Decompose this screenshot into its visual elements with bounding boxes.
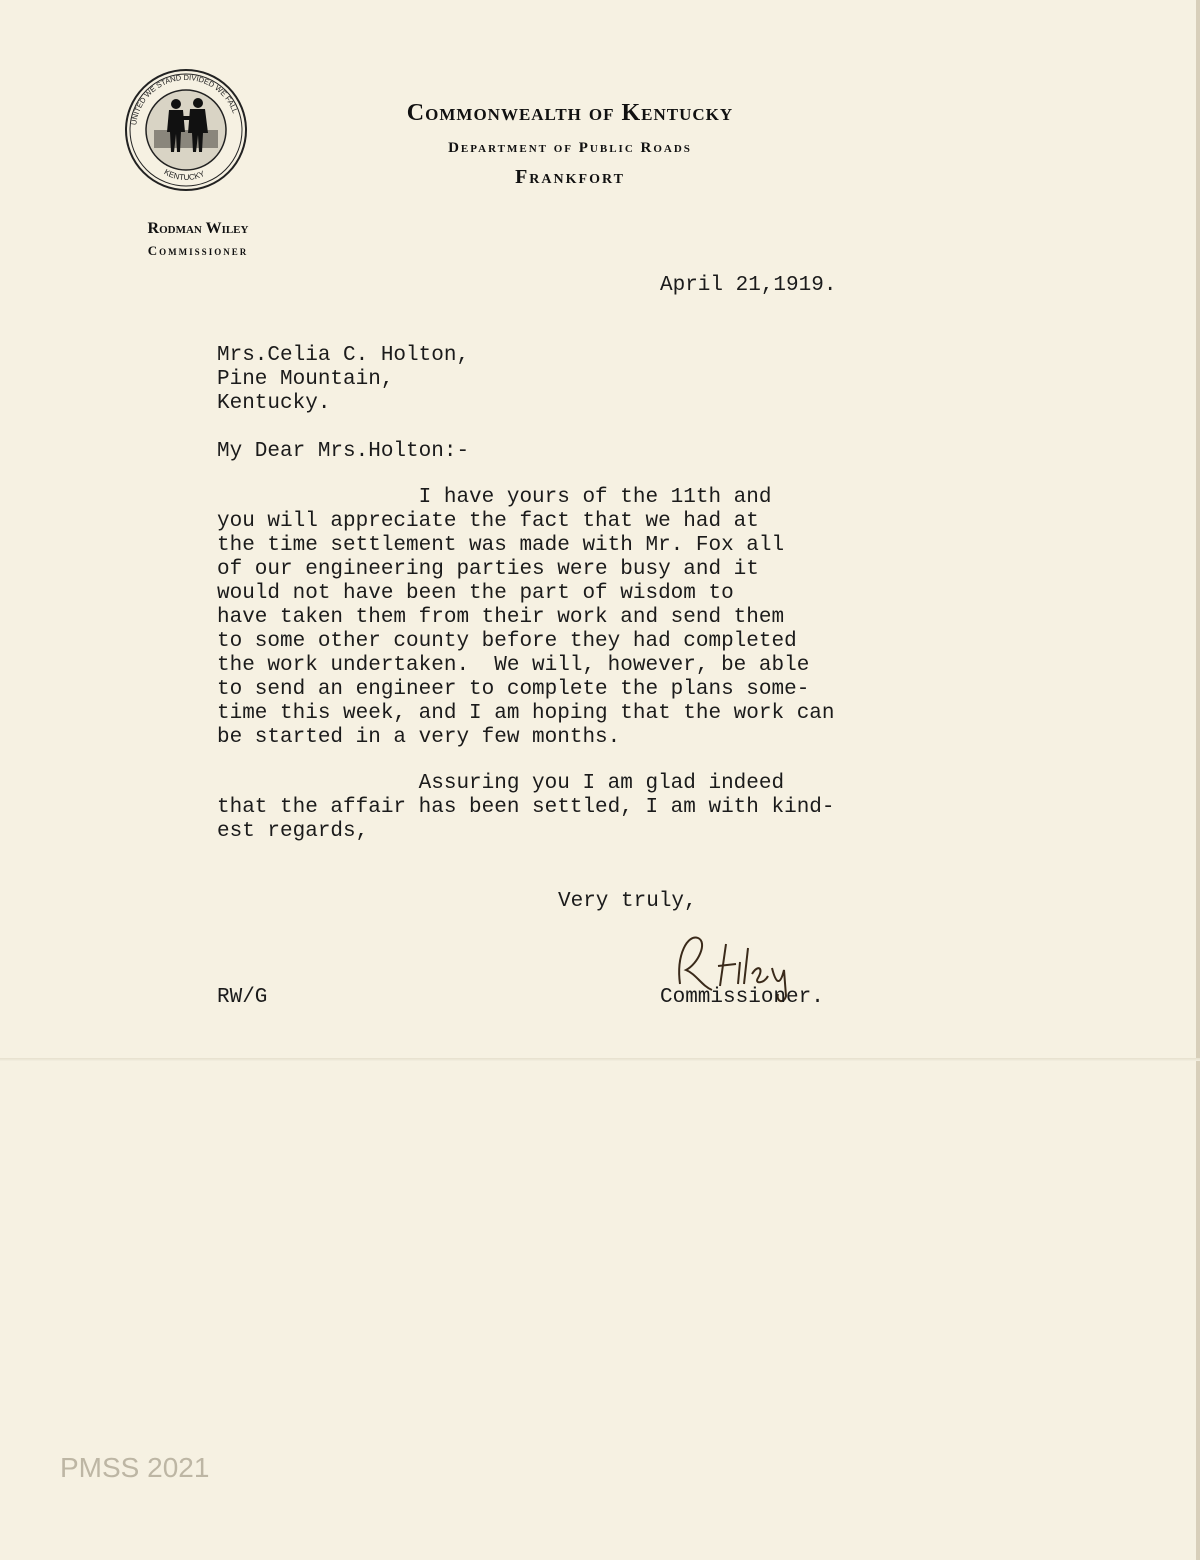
complimentary-close: Very truly, bbox=[558, 890, 697, 913]
body-line: be started in a very few months. bbox=[217, 726, 621, 749]
body-line: to send an engineer to complete the plans some- bbox=[217, 678, 810, 701]
signer-title: Commissioner. bbox=[660, 986, 824, 1009]
body-paragraph-1 bbox=[217, 486, 835, 750]
body-line: of our engineering parties were busy and it bbox=[217, 558, 759, 581]
commissioner-name: Rodman Wiley bbox=[147, 220, 249, 237]
body-line: the work undertaken. We will, however, be able bbox=[217, 654, 810, 677]
body-line: you will appreciate the fact that we had at bbox=[217, 510, 759, 533]
body-line: Assuring you I am glad indeed bbox=[217, 772, 785, 795]
body-paragraph-2 bbox=[217, 772, 835, 844]
body-line: have taken them from their work and send them bbox=[217, 606, 785, 629]
address-line: Pine Mountain, bbox=[217, 368, 394, 391]
seal-state-text: KENTUCKY bbox=[162, 167, 207, 183]
body-line: the time settlement was made with Mr. Fox all bbox=[217, 534, 785, 557]
body-line: I have yours of the 11th and bbox=[217, 486, 772, 509]
kentucky-seal-logo bbox=[124, 68, 248, 192]
seal-motto-text: UNITED WE STAND DIVIDED WE FALL bbox=[129, 72, 240, 126]
body-line: time this week, and I am hoping that the work can bbox=[217, 702, 835, 725]
address-line: Kentucky. bbox=[217, 392, 331, 415]
salutation: My Dear Mrs.Holton:- bbox=[217, 440, 470, 463]
archive-watermark: PMSS 2021 bbox=[60, 1452, 210, 1483]
letterhead-department: Department of Public Roads bbox=[448, 140, 692, 156]
letterhead-commonwealth: Commonwealth of Kentucky bbox=[406, 100, 734, 126]
paper-fold-line bbox=[0, 1058, 1200, 1061]
body-line: that the affair has been settled, I am with kind- bbox=[217, 796, 835, 819]
body-line: est regards, bbox=[217, 820, 369, 843]
letterhead-city: Frankfort bbox=[515, 166, 625, 188]
typist-initials: RW/G bbox=[217, 986, 268, 1009]
recipient-address bbox=[217, 344, 469, 416]
address-line: Mrs.Celia C. Holton, bbox=[217, 344, 470, 367]
body-line: would not have been the part of wisdom to bbox=[217, 582, 734, 605]
letter-date: April 21,1919. bbox=[660, 274, 837, 297]
commissioner-title: Commissioner bbox=[147, 243, 249, 258]
body-line: to some other county before they had completed bbox=[217, 630, 797, 653]
